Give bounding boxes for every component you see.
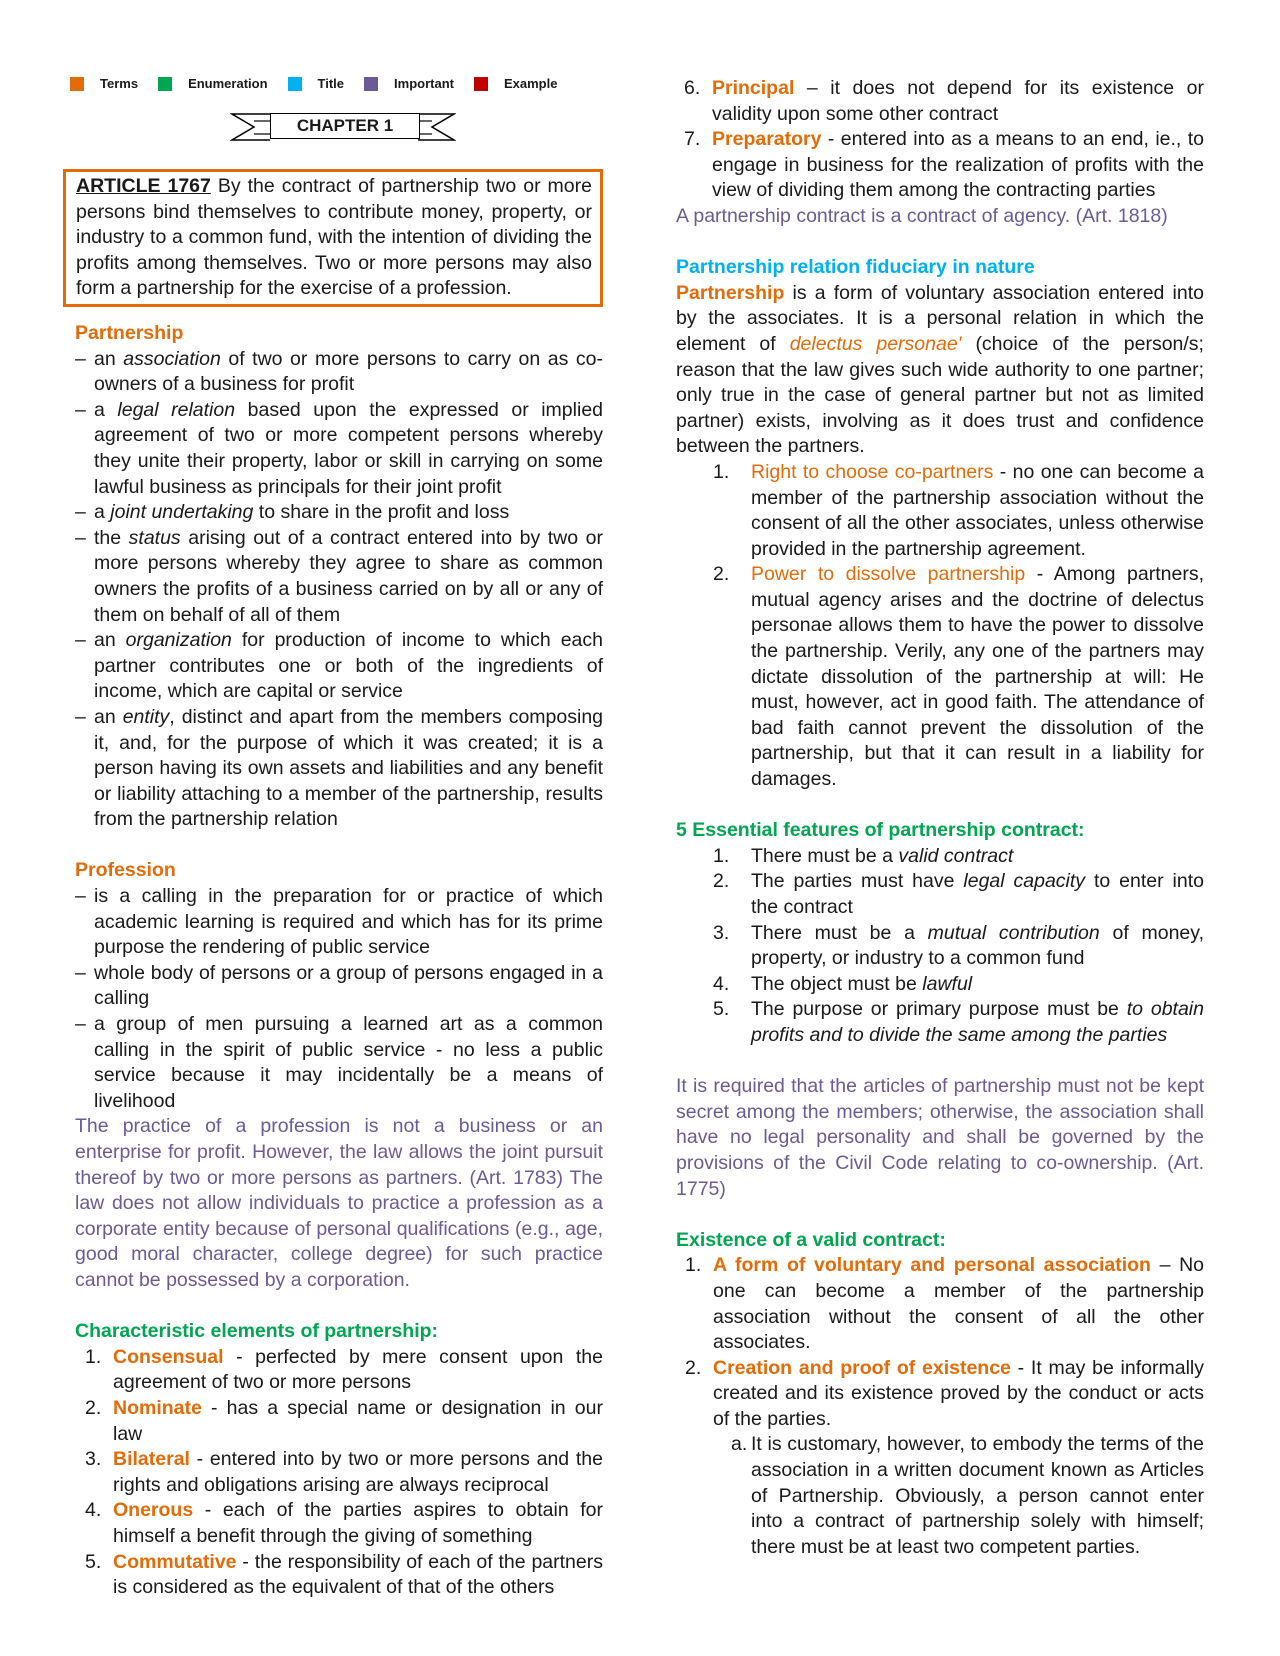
list-item: 1. Right to choose co-partners - no one can become a member of the partnership association without the consent of all the other associates, unless otherwise provided in the partnership agreement.: [713, 460, 1204, 560]
legend-label: Important: [394, 76, 454, 91]
list-item: 5. Commutative - the responsibility of each of the partners is considered as the equivalent of that of the others: [85, 1550, 603, 1599]
list-item: – a group of men pursuing a learned art as a common calling in the spirit of public service - no less a public service because it may incidentally be a means of livelihood: [75, 1012, 603, 1114]
list-item: – is a calling in the preparation for or practice of which academic learning is required and which has for its prime purpose the rendering of public service: [75, 884, 603, 961]
list-item: a. It is customary, however, to embody the terms of the association in a written document known as Articles of Partnership. Obviously, a person cannot enter into a contract of partnership solely with himself; there must be at least two competent parties.: [731, 1433, 1204, 1558]
section-title-existence: Existence of a valid contract:: [676, 1228, 946, 1251]
list-item: – a legal relation based upon the expressed or implied agreement of two or more competent persons whereby they unite their property, labor or skill in carrying on some lawful business as principals for their joint profit: [75, 398, 603, 500]
list-item: – the status arising out of a contract entered into by two or more persons whereby they agree to share as common owners the profits of a business carried on by all or any of them on behalf of all of them: [75, 526, 603, 628]
list-item: 2. Nominate - has a special name or designation in our law: [85, 1396, 603, 1445]
existence-sublist: [676, 1432, 1204, 1560]
list-item: 3. There must be a mutual contribution of money, property, or industry to a common fund: [713, 921, 1204, 970]
right-column: [676, 76, 1204, 1560]
list-item: 1. A form of voluntary and personal association – No one can become a member of the partnership association without the consent of all the other associates.: [685, 1254, 1205, 1354]
profession-definitions: [75, 884, 603, 1114]
section-title-fiduciary: Partnership relation fiduciary in nature: [676, 256, 1035, 279]
list-item: 1. Consensual - perfected by mere consent upon the agreement of two or more persons: [85, 1345, 603, 1394]
article-text: By the contract of partnership two or more persons bind themselves to contribute money, property, or industry to a common fund, with the intention of dividing the profits among themselves. Two or more persons may also form a partnership for the exercise of a profession.: [76, 175, 592, 300]
section-title-profession: Profession: [75, 859, 176, 882]
article-box: [63, 169, 603, 307]
list-item: – an association of two or more persons to carry on as co-owners of a business for profit: [75, 347, 603, 398]
section-title-characteristics: Characteristic elements of partnership:: [75, 1320, 439, 1343]
legend-label: Terms: [100, 76, 139, 91]
color-legend: [70, 76, 577, 91]
legend-swatch-title: [288, 77, 302, 91]
list-item: 4. The object must be lawful: [713, 972, 973, 995]
partnership-definitions: [75, 347, 603, 833]
legend-swatch-example: [474, 77, 488, 91]
chapter-banner: [230, 108, 456, 146]
fiduciary-intro: Partnership is a form of voluntary association entered into by the associates. It is a personal relation in which the element of delectus personae' (choice of the person/s; reason that the law gives such wide authority to one partner; only true in the case of general partner but not as limited partner) exists, involving as it does trust and confidence between the partners.: [676, 281, 1204, 458]
list-item: – an organization for production of income to which each partner contributes one or both of the ingredients of income, which are capital or service: [75, 628, 603, 705]
legend-label: Enumeration: [188, 76, 268, 91]
list-item: 2. The parties must have legal capacity to enter into the contract: [713, 870, 1204, 918]
list-item: – an entity, distinct and apart from the members composing it, and, for the purpose of which it was created; it is a person having its own assets and liabilities and any benefit or liability attaching to a member of the partnership, results from the partnership relation: [75, 705, 603, 833]
list-item: 7. Preparatory - entered into as a means to an end, ie., to engage in business for the realization of profits with the view of dividing them among the contracting parties: [684, 128, 1204, 202]
list-item: 4. Onerous - each of the parties aspires to obtain for himself a benefit through the giving of something: [85, 1499, 603, 1547]
characteristics-list: [75, 1345, 603, 1601]
left-column: [75, 321, 603, 1601]
list-item: – a joint undertaking to share in the profit and loss: [75, 500, 603, 526]
section-title-partnership: Partnership: [75, 322, 184, 344]
legend-swatch-enumeration: [158, 77, 172, 91]
article-heading: ARTICLE 1767: [76, 175, 211, 197]
agency-note: A partnership contract is a contract of agency. (Art. 1818): [676, 204, 1168, 227]
fiduciary-list: [676, 460, 1204, 793]
list-item: 2. Creation and proof of existence - It may be informally created and its existence proved by the conduct or acts of the parties.: [685, 1356, 1204, 1430]
articles-note: It is required that the articles of partnership must not be kept secret among the members; otherwise, the association shall have no legal personality and shall be governed by the provisions of the Civil Code relating to co-ownership. (Art. 1775): [676, 1075, 1204, 1200]
chapter-title: CHAPTER 1: [270, 113, 420, 139]
legend-label: Example: [503, 76, 558, 91]
list-item: 2. Power to dissolve partnership - Among partners, mutual agency arises and the doctrine of delectus personae allows them to have the power to dissolve the partnership. Verily, any one of the partners may dictate dissolution of the partnership at will: He must, however, act in good faith. The attendance of bad faith cannot prevent the dissolution of the partnership, but that it can result in a liability for damages.: [713, 563, 1204, 791]
profession-note: The practice of a profession is not a business or an enterprise for profit. However, the law allows the joint pursuit thereof by two or more persons as partners. (Art. 1783) The law does not allow individuals to practice a profession as a corporate entity because of personal qualifications (e.g., age, good moral character, college degree) for such practice cannot be possessed by a corporation.: [75, 1115, 603, 1291]
legend-swatch-terms: [70, 77, 84, 91]
list-item: – whole body of persons or a group of persons engaged in a calling: [75, 961, 603, 1012]
legend-swatch-important: [364, 77, 378, 91]
legend-label: Title: [317, 76, 345, 91]
existence-list: [676, 1253, 1204, 1432]
list-item: 5. The purpose or primary purpose must be to obtain profits and to divide the same among the parties: [713, 998, 1204, 1046]
essential-list: [676, 844, 1204, 1049]
list-item: 3. Bilateral - entered into by two or more persons and the rights and obligations arising are always reciprocal: [85, 1448, 603, 1496]
list-item: 6. Principal – it does not depend for its existence or validity upon some other contract: [684, 77, 1204, 125]
list-item: 1. There must be a valid contract: [713, 844, 1014, 867]
characteristics-list-continued: [676, 76, 1204, 204]
section-title-essential: 5 Essential features of partnership contract:: [676, 819, 1085, 842]
